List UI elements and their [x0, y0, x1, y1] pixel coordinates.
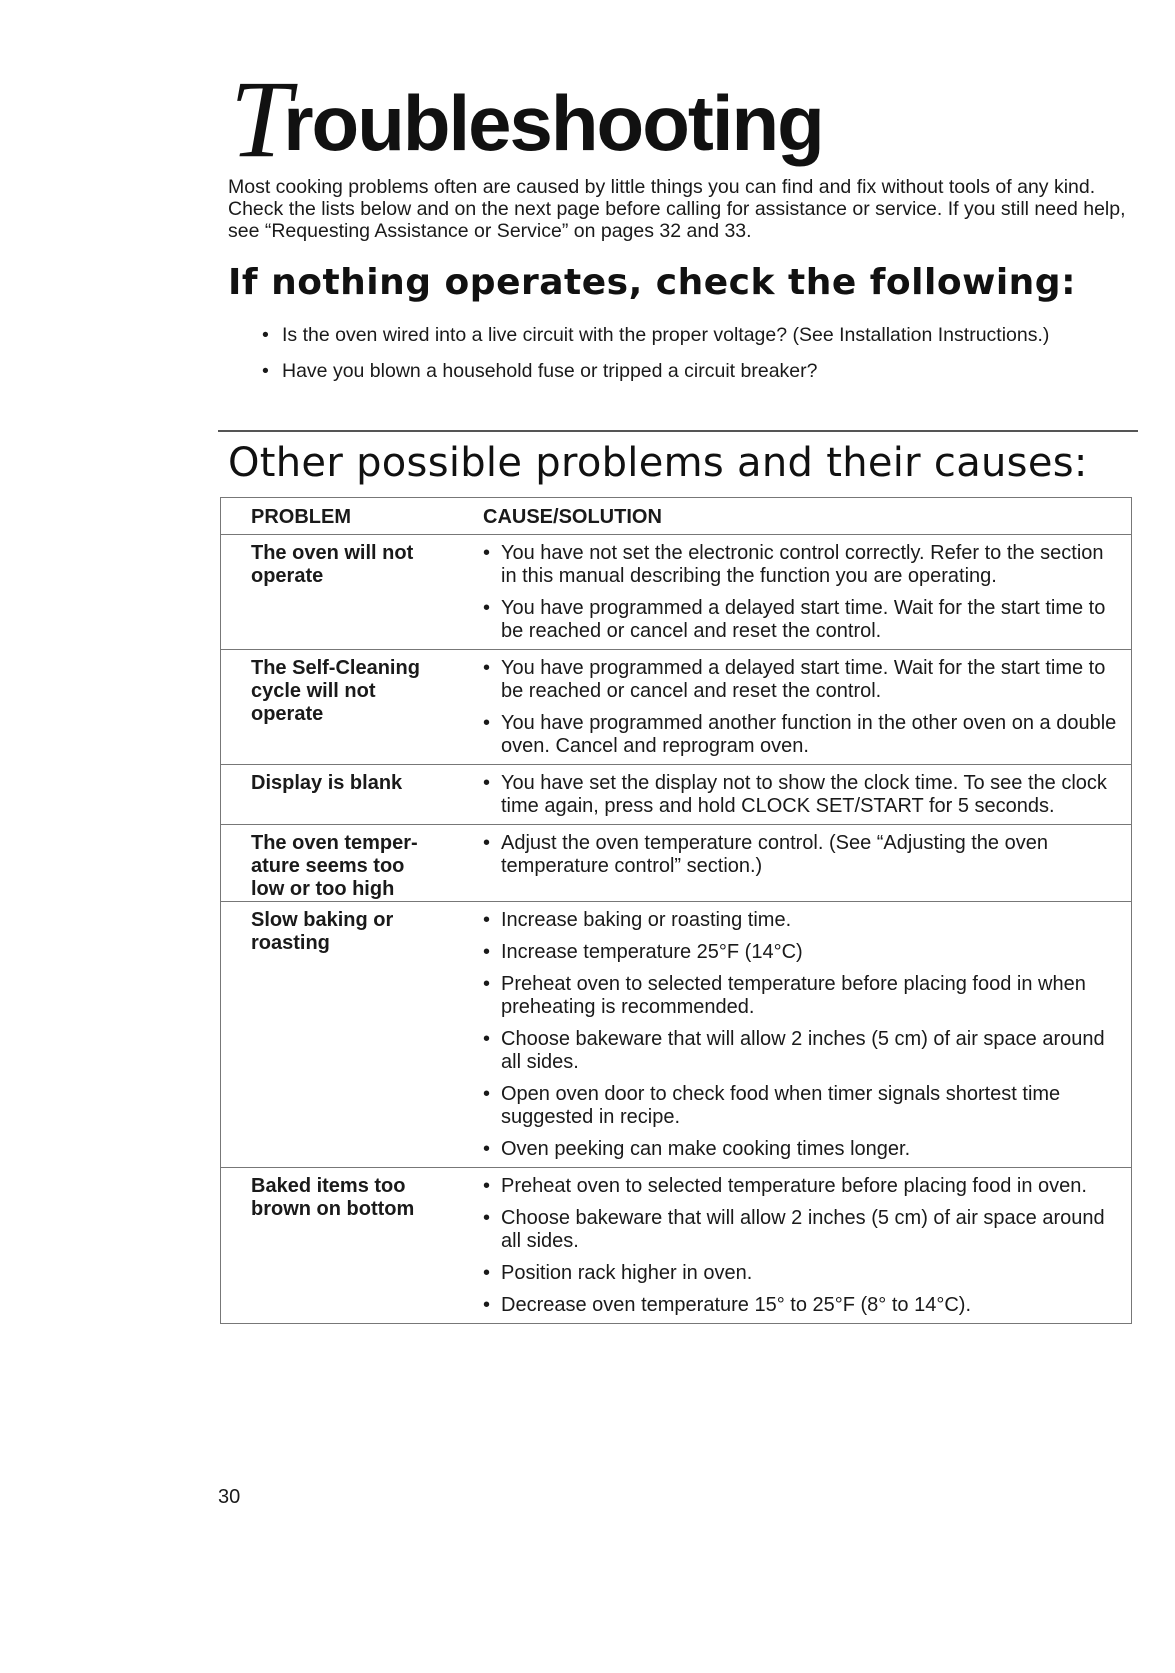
- solution-item: • You have programmed a delayed start time. Wait for the start time to be reached or cancel and reset the control.: [483, 657, 1121, 703]
- problem-cell: Display is blank: [251, 772, 403, 794]
- checklist-item: • Have you blown a household fuse or tripped a circuit breaker?: [262, 360, 1122, 382]
- checklist-item: • Is the oven wired into a live circuit with the proper voltage? (See Installation Instructions.): [262, 324, 1122, 346]
- solution-list: [483, 650, 1121, 764]
- solution-item: • Position rack higher in oven.: [483, 1262, 1121, 1285]
- problem-cell: Baked items too brown on bottom: [251, 1175, 415, 1220]
- section-divider: [218, 430, 1138, 432]
- table-row: [221, 535, 1131, 650]
- solution-item: • You have programmed another function in the other oven on a double oven. Cancel and reprogram oven.: [483, 712, 1121, 758]
- table-row: [221, 1168, 1131, 1323]
- solution-item: • Increase baking or roasting time.: [483, 909, 1121, 932]
- table-row: [221, 765, 1131, 825]
- solution-item: • Preheat oven to selected temperature before placing food in when preheating is recommended.: [483, 973, 1121, 1019]
- solution-item: • Open oven door to check food when timer signals shortest time suggested in recipe.: [483, 1083, 1121, 1129]
- problem-cell: The Self-Cleaning cycle will not operate: [251, 657, 420, 725]
- table-row: [221, 902, 1131, 1168]
- solution-list: [483, 902, 1121, 1167]
- solution-list: [483, 1168, 1121, 1323]
- solution-item: • Choose bakeware that will allow 2 inches (5 cm) of air space around all sides.: [483, 1207, 1121, 1253]
- problem-column-header: PROBLEM: [251, 506, 351, 528]
- nothing-operates-checklist: [262, 324, 1122, 396]
- intro-paragraph: Most cooking problems often are caused by little things you can find and fix without tools of any kind. Check the lists below and on the next page before calling for assistance or service. If you still need help, see “Requesting Assistance or Service” on pages 32 and 33.: [228, 176, 1126, 242]
- solution-item: • Choose bakeware that will allow 2 inches (5 cm) of air space around all sides.: [483, 1028, 1121, 1074]
- solution-item: • Oven peeking can make cooking times longer.: [483, 1138, 1121, 1161]
- page-number: 30: [218, 1486, 241, 1508]
- title-rest: roubleshooting: [283, 79, 823, 167]
- table-header: [221, 498, 1131, 535]
- solution-list: [483, 825, 1121, 884]
- other-problems-heading: Other possible problems and their causes:: [228, 440, 1088, 486]
- solution-item: • Preheat oven to selected temperature before placing food in oven.: [483, 1175, 1121, 1198]
- problems-table: [220, 497, 1132, 1324]
- solution-item: • You have not set the electronic control correctly. Refer to the section in this manual describing the function you are operating.: [483, 542, 1121, 588]
- problem-cell: Slow baking or roasting: [251, 909, 394, 954]
- problem-cell: The oven will not operate: [251, 542, 414, 587]
- solution-item: • You have programmed a delayed start time. Wait for the start time to be reached or cancel and reset the control.: [483, 597, 1121, 643]
- solution-list: [483, 535, 1121, 649]
- table-row: [221, 825, 1131, 902]
- nothing-operates-heading: If nothing operates, check the following:: [228, 262, 1076, 303]
- table-row: [221, 650, 1131, 765]
- solution-column-header: CAUSE/SOLUTION: [483, 506, 662, 528]
- solution-item: • Decrease oven temperature 15° to 25°F (8° to 14°C).: [483, 1294, 1121, 1317]
- title-initial: T: [230, 58, 292, 180]
- solution-item: • You have set the display not to show the clock time. To see the clock time again, press and hold CLOCK SET/START for 5 seconds.: [483, 772, 1121, 818]
- problem-cell: The oven temper- ature seems too low or too high: [251, 832, 418, 900]
- solution-item: • Increase temperature 25°F (14°C): [483, 941, 1121, 964]
- solution-list: [483, 765, 1121, 824]
- solution-item: • Adjust the oven temperature control. (See “Adjusting the oven temperature control” section.): [483, 832, 1121, 878]
- page-title: [230, 58, 823, 180]
